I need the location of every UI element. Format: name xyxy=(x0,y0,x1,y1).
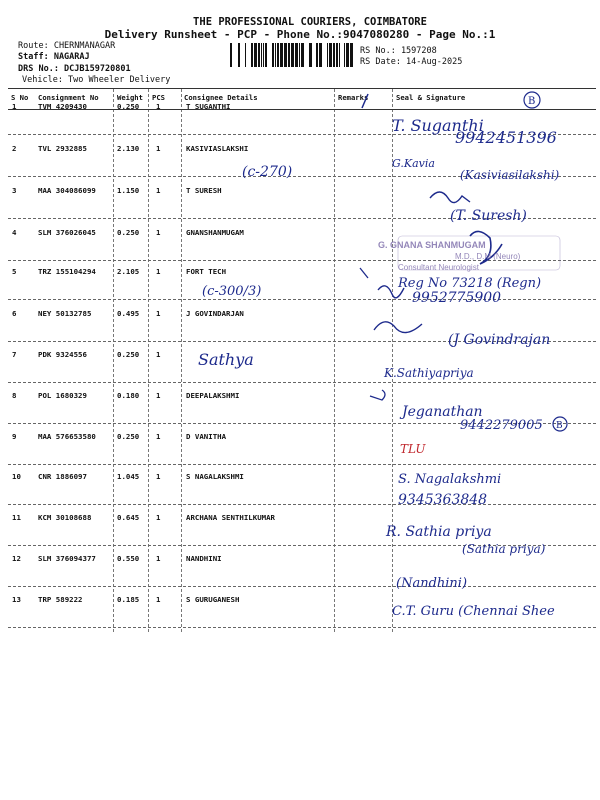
row-pcs: 1 xyxy=(156,472,161,481)
barcode-bar xyxy=(339,43,340,67)
row-consignee: GNANSHANMUGAM xyxy=(186,228,244,237)
barcode-bar xyxy=(284,43,287,67)
barcode-bar xyxy=(258,43,260,67)
row-consignment: POL 1680329 xyxy=(38,391,87,400)
col-consignee: Consignee Details xyxy=(184,93,258,102)
row-divider xyxy=(8,464,596,465)
row-pcs: 1 xyxy=(156,554,161,563)
route: Route: CHERNMANAGAR xyxy=(18,41,116,51)
sig-r6-name: (J Govindrajan xyxy=(448,332,551,348)
sig-r3-name: (T. Suresh) xyxy=(450,208,527,224)
row-sno: 7 xyxy=(12,350,17,359)
row-consignment: PDK 9324556 xyxy=(38,350,87,359)
barcode-bar xyxy=(346,43,349,67)
row-sno: 6 xyxy=(12,309,17,318)
barcode-bar xyxy=(280,43,283,67)
table-top-rule xyxy=(8,88,596,89)
sig-r7: K.Sathiyapriya xyxy=(384,366,474,380)
row-consignment: TRP 589222 xyxy=(38,595,83,604)
col-pcs: PCS xyxy=(152,93,165,102)
vehicle: Vehicle: Two Wheeler Delivery xyxy=(22,75,171,85)
row-consignee: S GURUGANESH xyxy=(186,595,240,604)
row-divider xyxy=(8,627,596,628)
barcode-bar xyxy=(275,43,276,67)
runsheet-title: Delivery Runsheet - PCP - Phone No.:9047080280 - Page No.:1 xyxy=(104,28,496,41)
row-consignment: MAA 304086099 xyxy=(38,186,96,195)
barcode-bar xyxy=(251,43,253,67)
barcode-bar xyxy=(336,43,338,67)
row-weight: 2.130 xyxy=(117,144,140,153)
barcode-bar xyxy=(299,43,300,67)
barcode-bar xyxy=(327,43,328,67)
barcode-bar xyxy=(295,43,298,67)
row-weight: 0.495 xyxy=(117,309,140,318)
col-weight: Weight xyxy=(117,93,143,102)
row-consignment: CNR 1886097 xyxy=(38,472,87,481)
row-sno: 10 xyxy=(12,472,21,481)
row-weight: 0.550 xyxy=(117,554,140,563)
row-consignment: TRZ 155104294 xyxy=(38,267,96,276)
col-divider xyxy=(334,89,335,632)
row-divider xyxy=(8,504,596,505)
sig-r11-2: (Sathia priya) xyxy=(462,542,546,556)
row-weight: 0.250 xyxy=(117,350,140,359)
row-pcs: 1 xyxy=(156,391,161,400)
barcode-bar xyxy=(309,43,312,67)
row-pcs: 1 xyxy=(156,267,161,276)
row-sno: 2 xyxy=(12,144,17,153)
sig-r11: R. Sathia priya xyxy=(386,524,492,540)
row-consignee: ARCHANA SENTHILKUMAR xyxy=(186,513,275,522)
sig-r1-name: T. Suganthi xyxy=(392,116,484,135)
row-sno: 9 xyxy=(12,432,17,441)
remark-r2: (c-270) xyxy=(242,164,293,180)
row-consignment: TVM 4209430 xyxy=(38,102,87,111)
row-consignment: NEY 50132785 xyxy=(38,309,92,318)
row-weight: 1.045 xyxy=(117,472,140,481)
sig-r8-name: Jeganathan xyxy=(402,404,483,420)
row-consignee: S NAGALAKSHMI xyxy=(186,472,244,481)
row-pcs: 1 xyxy=(156,144,161,153)
col-divider xyxy=(113,89,114,632)
header-rule xyxy=(8,109,596,110)
row-consignee: T SURESH xyxy=(186,186,222,195)
row-consignment: SLM 376094377 xyxy=(38,554,96,563)
rs-date: RS Date: 14-Aug-2025 xyxy=(360,57,463,67)
row-consignee: J GOVINDARJAN xyxy=(186,309,244,318)
row-consignee: KASIVIASLAKSHI xyxy=(186,144,249,153)
barcode-bar xyxy=(263,43,264,67)
remark-r5: (c-300/3) xyxy=(202,284,262,299)
col-divider xyxy=(148,89,149,632)
svg-text:B: B xyxy=(528,96,536,107)
row-sno: 5 xyxy=(12,267,17,276)
row-weight: 0.250 xyxy=(117,228,140,237)
row-divider xyxy=(8,382,596,383)
sig-r5-phone: 9952775900 xyxy=(412,290,502,306)
row-consignment: KCM 30108688 xyxy=(38,513,92,522)
barcode-bar xyxy=(245,43,246,67)
barcode-bar xyxy=(288,43,290,67)
row-pcs: 1 xyxy=(156,513,161,522)
barcode-bar xyxy=(301,43,304,67)
stamp-reg: Reg No 73218 (Regn) xyxy=(398,276,542,291)
row-pcs: 1 xyxy=(156,309,161,318)
sig-r2-name: (Kasiviasilakshi) xyxy=(460,168,560,182)
sig-r2: G.Kavia xyxy=(392,157,435,170)
sig-r10-name: S. Nagalakshmi xyxy=(398,472,502,487)
barcode-bar xyxy=(344,43,345,67)
barcode-bar xyxy=(261,43,262,67)
row-pcs: 1 xyxy=(156,595,161,604)
row-weight: 0.250 xyxy=(117,102,140,111)
sig-r13: C.T. Guru (Chennai Shee xyxy=(392,604,555,619)
row-consignment: SLM 376026045 xyxy=(38,228,96,237)
barcode-bar xyxy=(350,43,353,67)
row-sno: 8 xyxy=(12,391,17,400)
barcode xyxy=(230,43,354,67)
row-sno: 13 xyxy=(12,595,21,604)
col-remarks: Remarks xyxy=(338,93,369,102)
row-divider xyxy=(8,586,596,587)
row-consignee: DEEPALAKSHMI xyxy=(186,391,240,400)
sig-r10-phone: 9345363848 xyxy=(398,492,488,508)
row-sno: 11 xyxy=(12,513,21,522)
rs-number: RS No.: 1597208 xyxy=(360,46,437,56)
row-consignee: D VANITHA xyxy=(186,432,227,441)
stamp-line-1: G. GNANA SHANMUGAM xyxy=(378,240,486,250)
row-pcs: 1 xyxy=(156,228,161,237)
barcode-bar xyxy=(291,43,294,67)
col-sno: S No xyxy=(11,93,29,102)
row-sno: 12 xyxy=(12,554,21,563)
col-divider xyxy=(181,89,182,632)
row-pcs: 1 xyxy=(156,350,161,359)
row-sno: 1 xyxy=(12,102,17,111)
barcode-bar xyxy=(316,43,318,67)
drs-number: DRS No.: DCJB159720801 xyxy=(18,64,131,74)
row-sno: 3 xyxy=(12,186,17,195)
svg-text:B: B xyxy=(556,421,563,431)
row-weight: 0.180 xyxy=(117,391,140,400)
col-divider xyxy=(392,89,393,632)
row-pcs: 1 xyxy=(156,186,161,195)
barcode-bar xyxy=(333,43,335,67)
row-weight: 1.150 xyxy=(117,186,140,195)
row-pcs: 1 xyxy=(156,432,161,441)
remark-r7: Sathya xyxy=(198,350,254,369)
row-consignee: T SUGANTHI xyxy=(186,102,231,111)
row-sno: 4 xyxy=(12,228,17,237)
barcode-bar xyxy=(319,43,322,67)
barcode-bar xyxy=(238,43,240,67)
col-consignment: Consignment No xyxy=(38,93,99,102)
red-mark: TLU xyxy=(400,442,426,456)
barcode-bar xyxy=(230,43,232,67)
row-weight: 0.185 xyxy=(117,595,140,604)
row-consignee: FORT TECH xyxy=(186,267,227,276)
stamp-line-2: M.D., D.M (Neuro) xyxy=(455,252,521,261)
barcode-bar xyxy=(272,43,274,67)
barcode-bar xyxy=(329,43,332,67)
row-pcs: 1 xyxy=(156,102,161,111)
row-weight: 0.645 xyxy=(117,513,140,522)
col-seal: Seal & Signature xyxy=(396,93,466,102)
company-title: THE PROFESSIONAL COURIERS, COIMBATORE xyxy=(193,16,427,28)
row-divider xyxy=(8,299,596,300)
row-consignment: MAA 576653580 xyxy=(38,432,96,441)
row-weight: 0.250 xyxy=(117,432,140,441)
barcode-bar xyxy=(277,43,279,67)
sig-r12: (Nandhini) xyxy=(396,576,468,591)
staff: Staff: NAGARAJ xyxy=(18,52,90,62)
sig-r1-phone: 9942451396 xyxy=(455,128,557,147)
row-consignee: NANDHINI xyxy=(186,554,222,563)
sig-r8-phone: 9442279005 xyxy=(460,418,543,433)
row-consignment: TVL 2932885 xyxy=(38,144,87,153)
barcode-bar xyxy=(254,43,257,67)
row-weight: 2.105 xyxy=(117,267,140,276)
stamp-line-3: Consultant Neurologist xyxy=(398,263,479,272)
barcode-bar xyxy=(265,43,267,67)
